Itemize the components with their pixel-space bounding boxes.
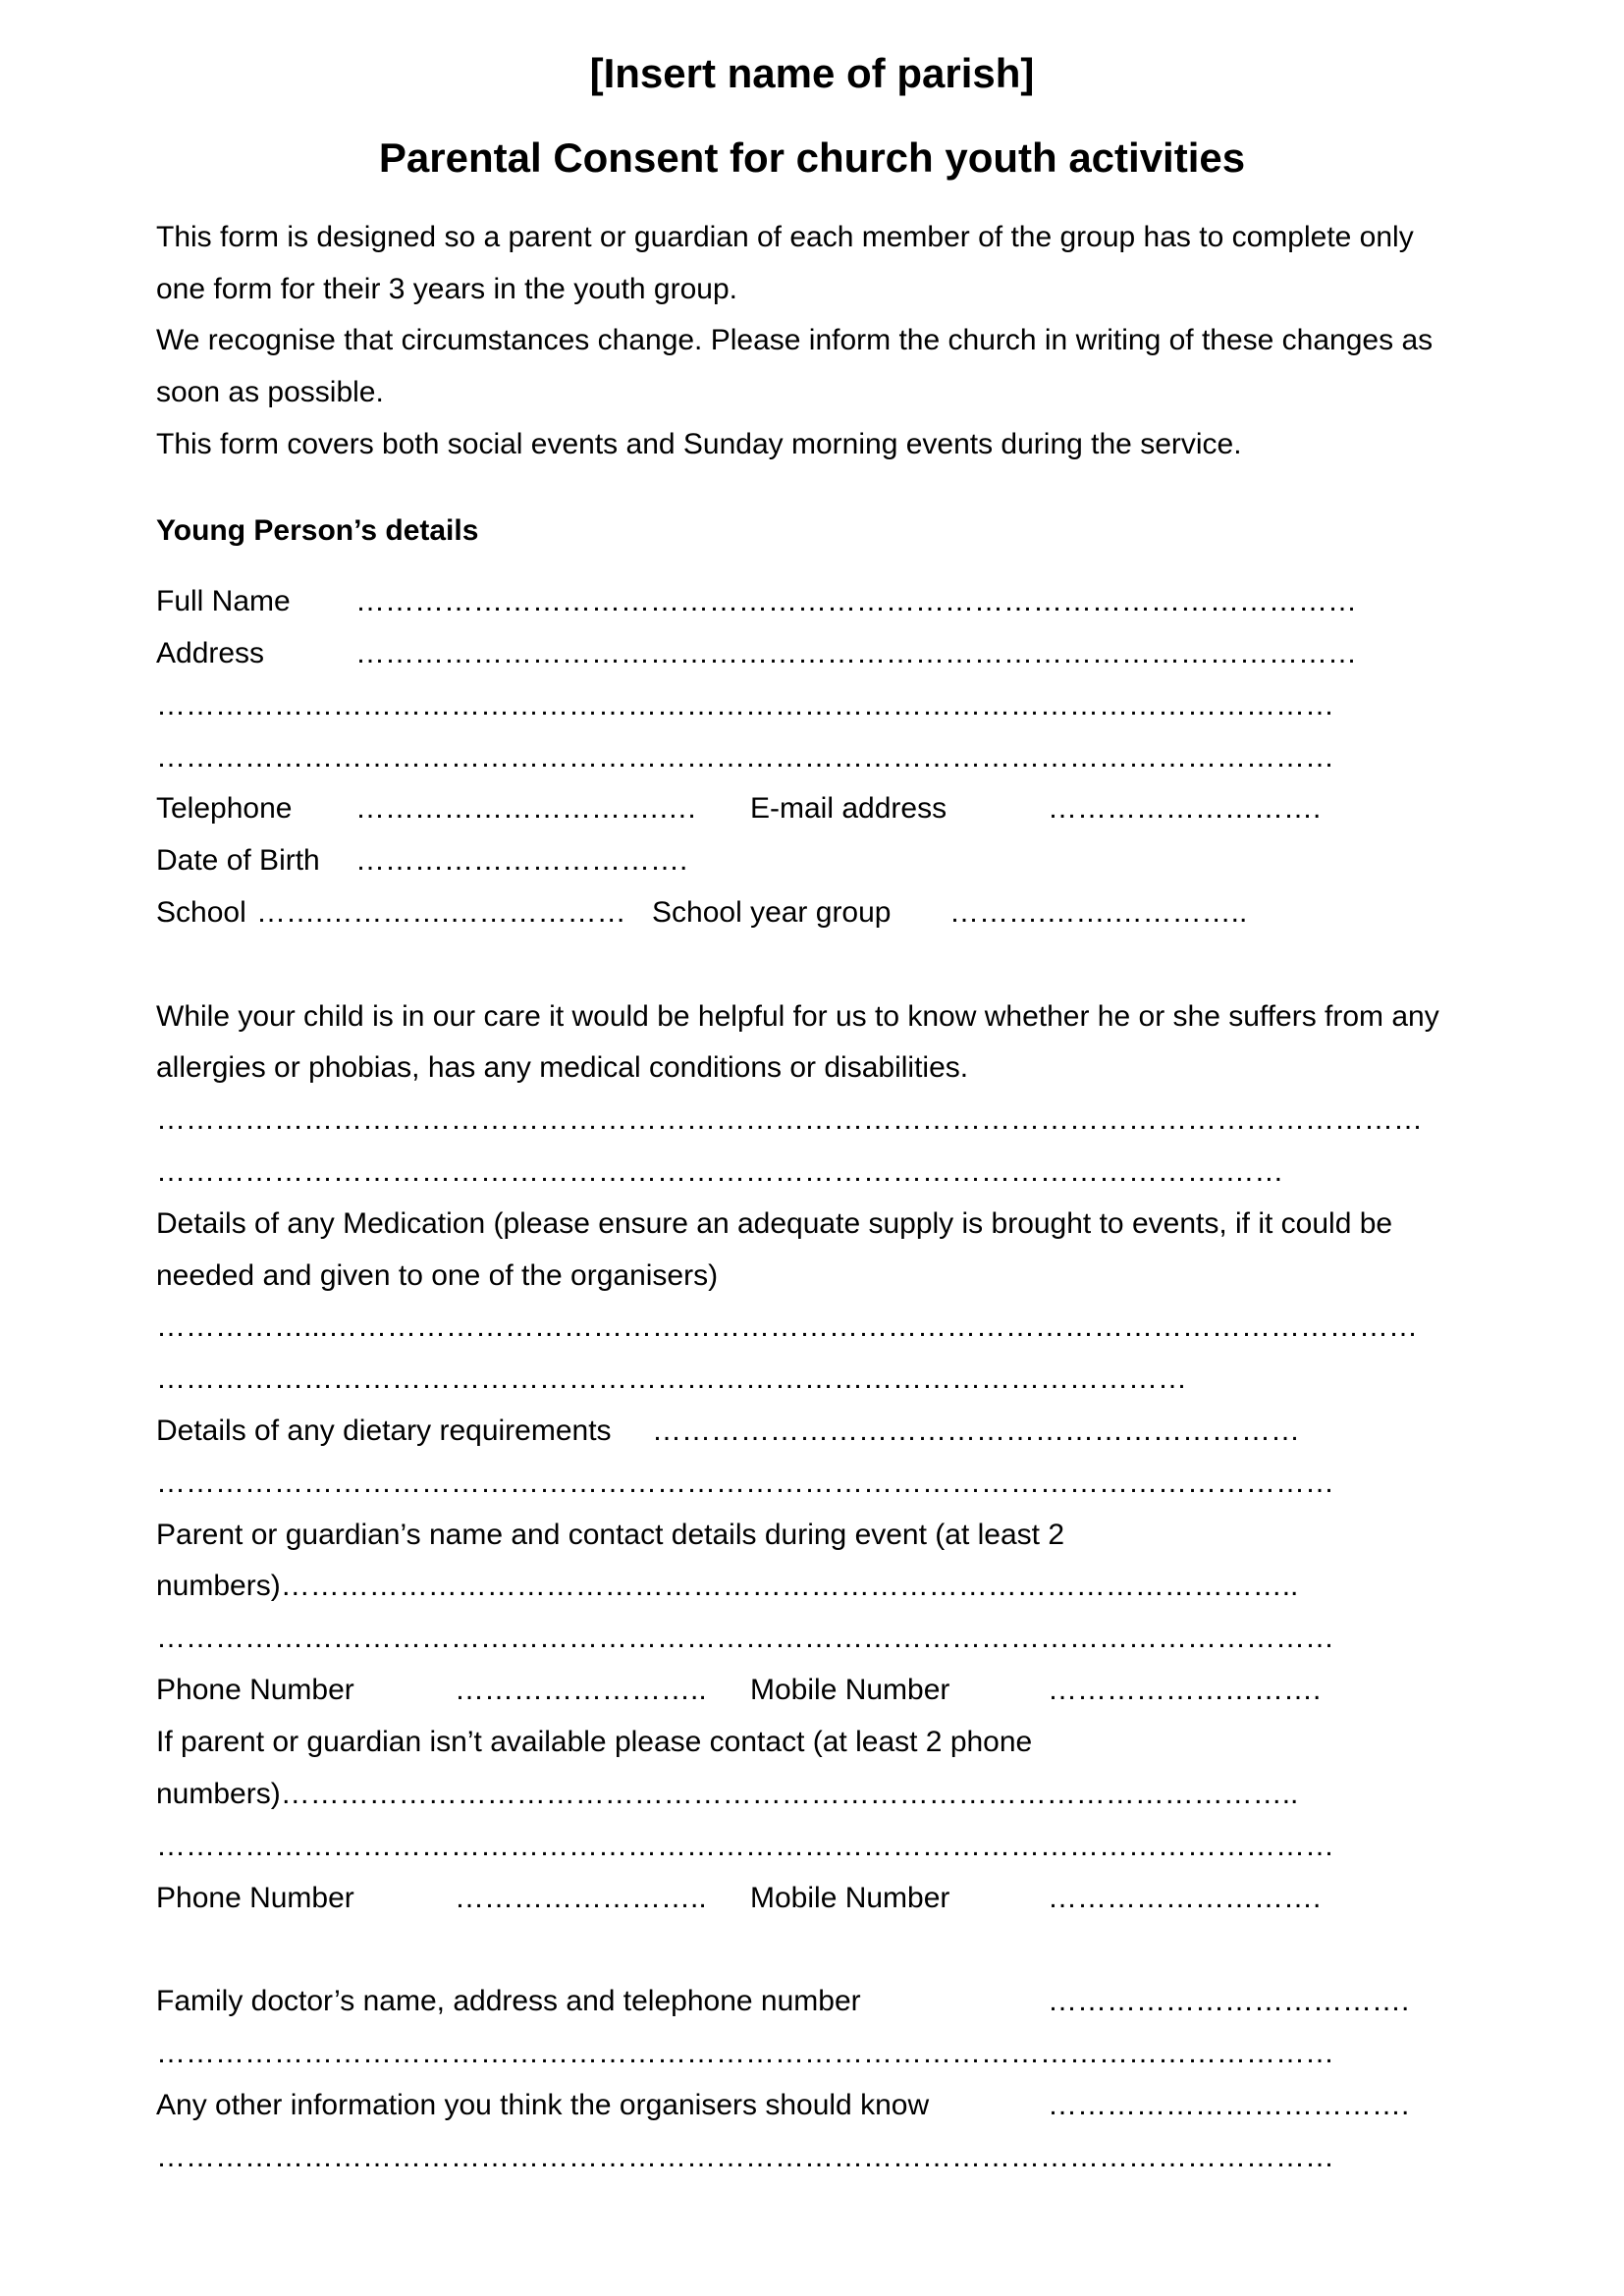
school-field[interactable]: …….………….……………… <box>256 896 626 929</box>
dietary-field[interactable]: ………………………………………………………………………………………………………… <box>156 1467 1334 1499</box>
medical-field[interactable]: ……………………………………………………………………………………………….…… <box>156 1155 1284 1188</box>
phone-number-label: Phone Number <box>156 1674 354 1706</box>
intro-text: This form covers both social events and Sunday morning events during the service. <box>156 428 1242 460</box>
school-year-field[interactable]: ……….…….………….. <box>949 896 1248 929</box>
medical-question: allergies or phobias, has any medical conditions or disabilities. <box>156 1051 969 1084</box>
parent-contact-field[interactable]: ………………………………………………………………………………………………………… <box>156 1622 1334 1654</box>
mobile-number-field[interactable]: ………………………. <box>1048 1674 1322 1706</box>
parent-contact-question: Parent or guardian’s name and contact details during event (at least 2 <box>156 1519 1065 1551</box>
alt-mobile-number-field[interactable]: ………………………. <box>1048 1882 1322 1914</box>
dob-label: Date of Birth <box>156 844 320 877</box>
address-field[interactable]: ………………………………………………………………………………………… <box>355 637 1357 669</box>
email-label: E-mail address <box>750 792 947 825</box>
alt-phone-number-label: Phone Number <box>156 1882 354 1914</box>
intro-text: We recognise that circumstances change. Please inform the church in writing of these changes as <box>156 324 1434 356</box>
doctor-field[interactable]: ………………………………. <box>1048 1985 1410 2017</box>
alternate-contact-question: If parent or guardian isn’t available please contact (at least 2 phone <box>156 1726 1033 1758</box>
section-heading-young-person: Young Person’s details <box>156 514 479 547</box>
page-title: Parental Consent for church youth activities <box>378 134 1246 181</box>
full-name-label: Full Name <box>156 585 291 617</box>
other-info-label: Any other information you think the organisers should know <box>156 2089 930 2121</box>
dietary-label: Details of any dietary requirements <box>156 1415 612 1447</box>
other-info-field[interactable]: ………………………………………………………………………………………………………… <box>156 2141 1334 2173</box>
medical-field[interactable]: ………………………………………………………………………………………………………………… <box>156 1103 1423 1136</box>
telephone-label: Telephone <box>156 792 293 825</box>
address-field-line[interactable]: ………………………………………………………………………………………………………… <box>156 689 1334 721</box>
medication-field[interactable]: ……………...………………………………………………………………………………………………… <box>156 1310 1419 1343</box>
school-label: School <box>156 896 246 929</box>
parent-contact-field[interactable]: numbers)………………………………………………………………………………………….. <box>156 1570 1299 1602</box>
phone-number-field[interactable]: …………………….. <box>455 1674 707 1706</box>
doctor-label: Family doctor’s name, address and telephone number <box>156 1985 861 2017</box>
dob-field[interactable]: ……………………………. <box>355 844 688 877</box>
alternate-contact-field[interactable]: ………………………………………………………………………………………………………… <box>156 1830 1334 1862</box>
medication-question: Details of any Medication (please ensure an adequate supply is brought to events, if it could be <box>156 1207 1393 1240</box>
parish-name: [Insert name of parish] <box>589 50 1035 96</box>
email-field[interactable]: ………………………. <box>1048 792 1322 825</box>
telephone-field[interactable]: ………………………….…. <box>355 792 696 825</box>
doctor-field[interactable]: ………………………………………………………………………………………………………… <box>156 2037 1334 2069</box>
address-label: Address <box>156 637 265 669</box>
alt-mobile-number-label: Mobile Number <box>750 1882 950 1914</box>
dietary-field[interactable]: ………………………………………………………… <box>652 1415 1300 1447</box>
medication-question: needed and given to one of the organisers) <box>156 1259 719 1292</box>
alternate-contact-field[interactable]: numbers)………………………………………………………………………………………….. <box>156 1778 1299 1810</box>
medical-question: While your child is in our care it would be helpful for us to know whether he or she suffers from any <box>156 1000 1439 1033</box>
mobile-number-label: Mobile Number <box>750 1674 950 1706</box>
intro-text: This form is designed so a parent or guardian of each member of the group has to complete only <box>156 221 1414 253</box>
full-name-field[interactable]: ………………………………………………………………………………………… <box>355 585 1357 617</box>
address-field-line[interactable]: ………………………………………………………………………………………………………… <box>156 741 1334 774</box>
other-info-field[interactable]: ………………………………. <box>1048 2089 1410 2121</box>
intro-text: one form for their 3 years in the youth group. <box>156 273 737 305</box>
alt-phone-number-field[interactable]: …………………….. <box>455 1882 707 1914</box>
school-year-label: School year group <box>652 896 892 929</box>
medication-field[interactable]: …………………………………………………………………………………………… <box>156 1362 1187 1395</box>
intro-text: soon as possible. <box>156 376 384 408</box>
